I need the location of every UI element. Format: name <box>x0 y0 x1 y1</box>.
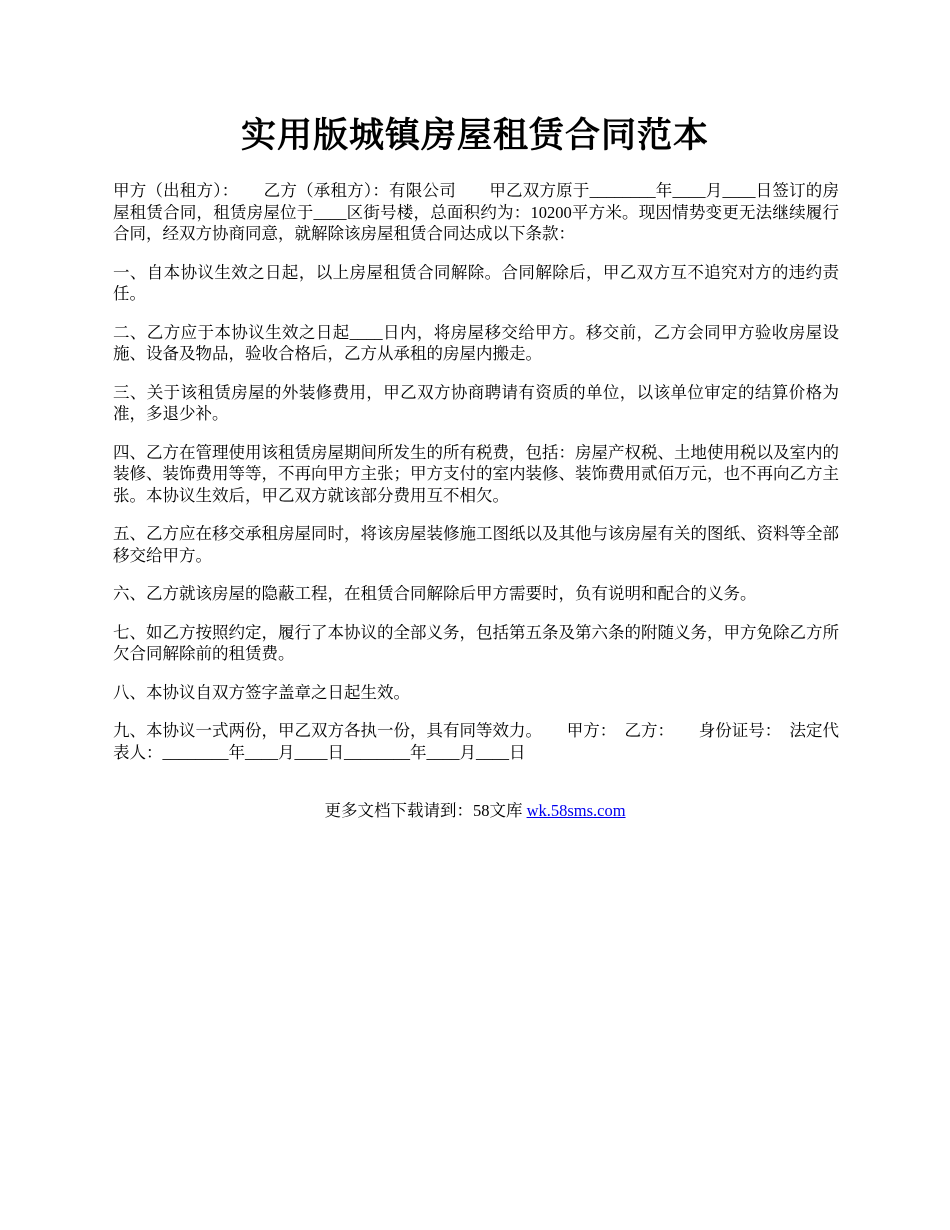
site-link[interactable]: wk.58sms.com <box>526 801 626 820</box>
clause-7-paragraph: 七、如乙方按照约定，履行了本协议的全部义务，包括第五条及第六条的附随义务，甲方免除乙方所欠合同解除前的租赁费。 <box>113 622 839 663</box>
clause-8-paragraph: 八、本协议自双方签字盖章之日起生效。 <box>113 682 410 702</box>
clause-6-paragraph: 六、乙方就该房屋的隐蔽工程，在租赁合同解除后甲方需要时，负有说明和配合的义务。 <box>113 584 757 603</box>
document-body <box>113 180 839 780</box>
clause-2-paragraph: 二、乙方应于本协议生效之日起____日内，将房屋移交给甲方。移交前，乙方会同甲方验收房屋设施、设备及物品，验收合格后，乙方从承租的房屋内搬走。 <box>113 322 839 363</box>
footer-text: 更多文档下载请到：58文库 <box>324 801 523 820</box>
clause-5-paragraph: 五、乙方应在移交承租房屋同时，将该房屋装修施工图纸以及其他与该房屋有关的图纸、资料等全部移交给甲方。 <box>113 524 839 565</box>
intro-paragraph: 甲方（出租方）： 乙方（承租方）：有限公司 甲乙双方原于________年____月____日签订的房屋租赁合同，租赁房屋位于____区街号楼，总面积约为：10200平方米。现因情势变更无法继续履行合同，经双方协商同意，就解除该房屋租赁合同达成以下条款： <box>113 181 839 243</box>
document-title: 实用版城镇房屋租赁合同范本 <box>240 116 709 155</box>
download-footer <box>0 800 950 822</box>
clause-3-paragraph: 三、关于该租赁房屋的外装修费用，甲乙双方协商聘请有资质的单位，以该单位审定的结算价格为准，多退少补。 <box>113 382 839 423</box>
clause-9-paragraph: 九、本协议一式两份，甲乙双方各执一份，具有同等效力。 甲方： 乙方： 身份证号： 法定代表人：________年____月____日________年____月____日 <box>113 721 839 762</box>
clause-4-paragraph: 四、乙方在管理使用该租赁房屋期间所发生的所有税费，包括：房屋产权税、土地使用税以及室内的装修、装饰费用等等，不再向甲方主张；甲方支付的室内装修、装饰费用贰佰万元，也不再向乙方主张。本协议生效后，甲乙双方就该部分费用互不相欠。 <box>113 442 839 505</box>
clause-1-paragraph: 一、自本协议生效之日起，以上房屋租赁合同解除。合同解除后，甲乙双方互不追究对方的违约责任。 <box>113 262 839 303</box>
